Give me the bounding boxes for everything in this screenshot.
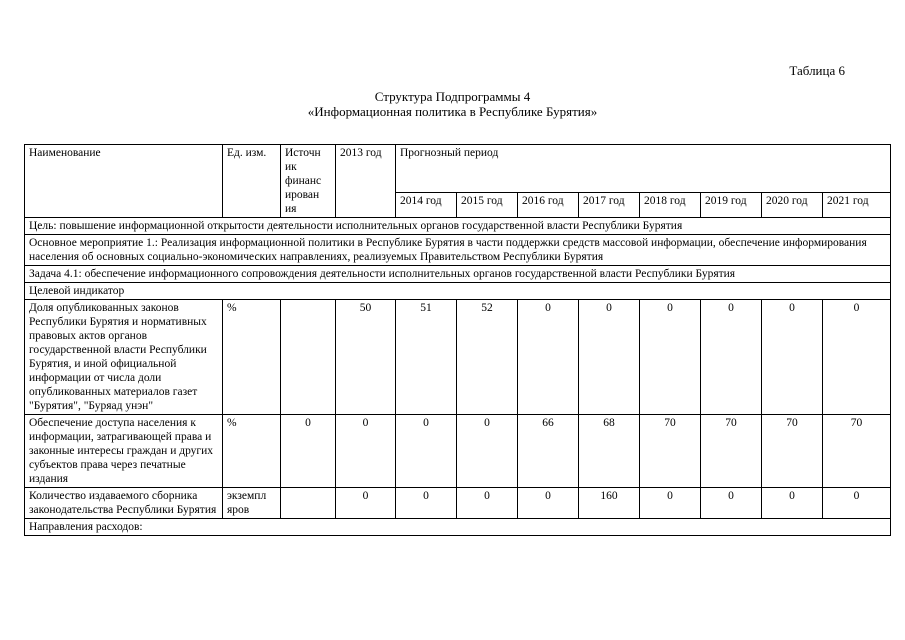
row-value: 70 [640,415,701,488]
expenses-row: Направления расходов: [25,519,891,536]
row-value: 70 [701,415,762,488]
row-value: 0 [396,415,457,488]
row-value: 160 [579,488,640,519]
row-value: 0 [701,300,762,415]
col-header-unit: Ед. изм. [223,145,281,218]
table-row [25,415,891,488]
row-value: 0 [518,300,579,415]
col-header-2013: 2013 год [336,145,396,218]
row-value: 0 [762,300,823,415]
col-header-year: 2021 год [823,192,891,217]
col-header-year: 2014 год [396,192,457,217]
table-row [25,300,891,415]
row-value: 0 [457,415,518,488]
row-value: 0 [823,488,891,519]
row-value: 70 [823,415,891,488]
row-value: 0 [701,488,762,519]
row-value: 66 [518,415,579,488]
col-header-year: 2018 год [640,192,701,217]
col-header-forecast: Прогнозный период [396,145,891,193]
title-line-2: «Информационная политика в Республике Бурятия» [307,104,598,119]
row-value: 0 [579,300,640,415]
row-value: 0 [396,488,457,519]
table-row [25,488,891,519]
col-header-source: Источн ик финанс ирован ия [281,145,336,218]
row-value: 0 [640,488,701,519]
row-name: Количество издаваемого сборника законодательства Республики Бурятия [25,488,223,519]
row-value: 0 [336,415,396,488]
row-value: 0 [762,488,823,519]
row-unit: % [223,300,281,415]
row-value: 70 [762,415,823,488]
title-line-1: Структура Подпрограммы 4 [374,89,531,104]
row-value: 0 [457,488,518,519]
task-row: Задача 4.1: обеспечение информационного сопровождения деятельности исполнительных органов государственной власти Республики Бурятия [25,266,891,283]
subprogram-structure-table [24,144,891,536]
row-name: Обеспечение доступа населения к информации, затрагивающей права и законные интересы граждан и других субъектов права через печатные издания [25,415,223,488]
document-title [0,89,905,119]
row-value: 52 [457,300,518,415]
row-value: 68 [579,415,640,488]
col-header-year: 2017 год [579,192,640,217]
row-value: 50 [336,300,396,415]
col-header-year: 2019 год [701,192,762,217]
col-header-year: 2015 год [457,192,518,217]
row-unit: экземпл яров [223,488,281,519]
row-source: 0 [281,415,336,488]
row-value: 51 [396,300,457,415]
row-value: 0 [518,488,579,519]
row-unit: % [223,415,281,488]
activity-row: Основное мероприятие 1.: Реализация информационной политики в Республике Бурятия в части поддержки средств массовой информации, обеспечение информирования населения об основных социально-экономических направлениях, реализуемых Правительством Республики Бурятия [25,235,891,266]
table-number-label: Таблица 6 [789,63,845,78]
row-value: 0 [336,488,396,519]
row-name: Доля опубликованных законов Республики Бурятия и нормативных правовых актов органов государственной власти Республики Бурятия, и иной официальной информации от числа доли опубликованных материалов газет "Бурятия", "Буряад унэн" [25,300,223,415]
row-source [281,300,336,415]
col-header-name: Наименование [25,145,223,218]
col-header-year: 2016 год [518,192,579,217]
indicator-header-row: Целевой индикатор [25,283,891,300]
row-source [281,488,336,519]
row-value: 0 [823,300,891,415]
row-value: 0 [640,300,701,415]
goal-row: Цель: повышение информационной открытости деятельности исполнительных органов государственной власти Республики Бурятия [25,218,891,235]
col-header-year: 2020 год [762,192,823,217]
